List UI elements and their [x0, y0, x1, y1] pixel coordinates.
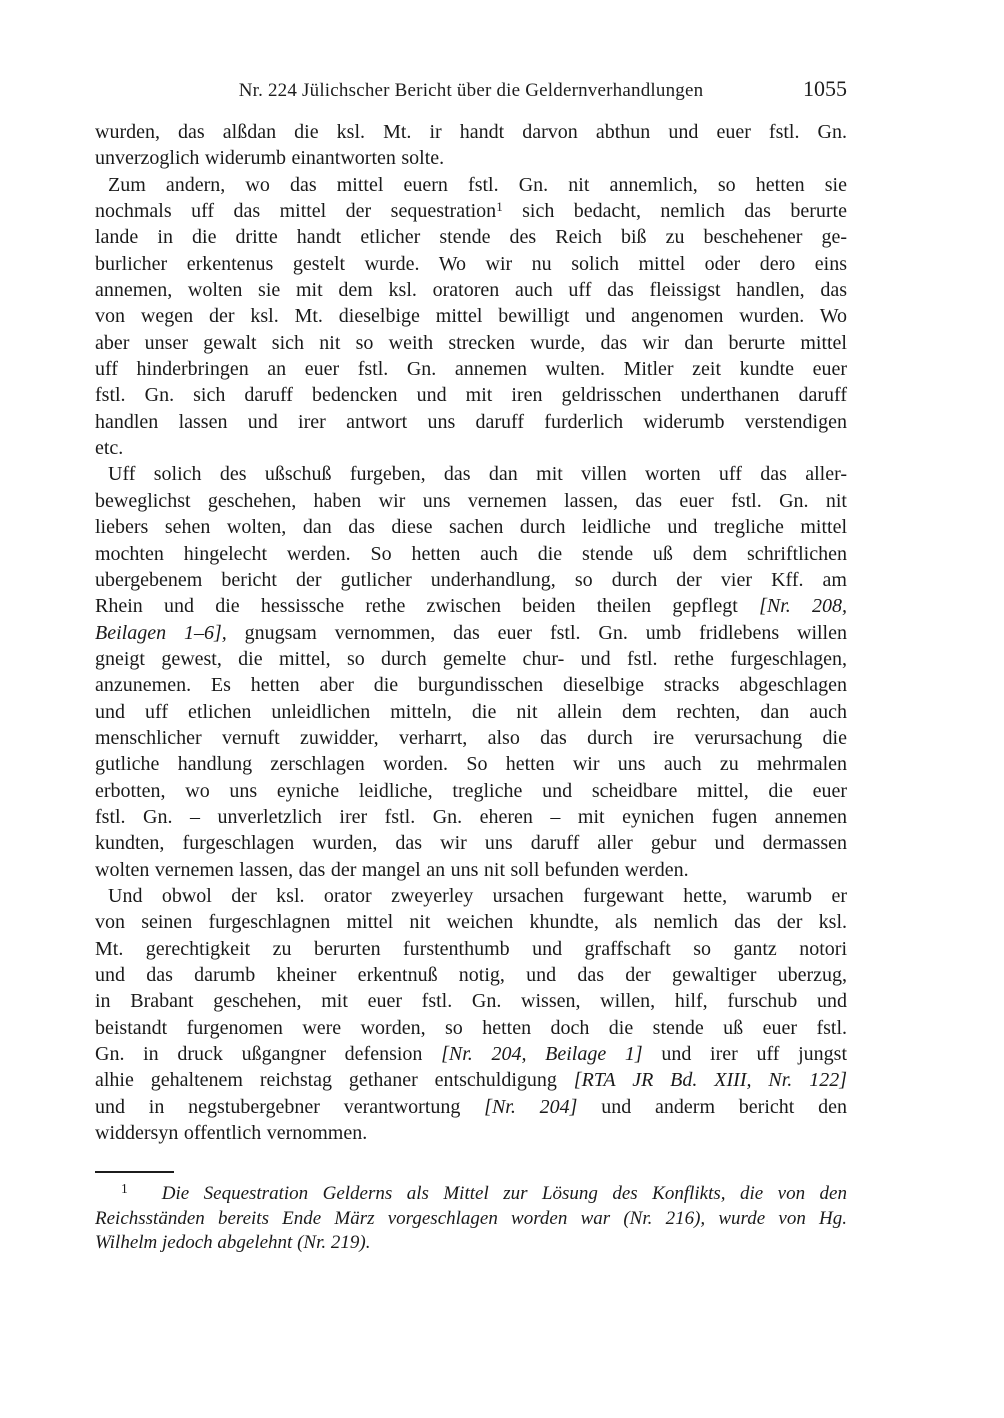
text-line: [95, 909, 847, 935]
text-segment: Mt. gerechtigkeit zu berurten furstenthumb und graffschaft so gantz notori: [95, 937, 847, 960]
text-line: [95, 593, 847, 619]
text-line: [95, 356, 847, 382]
text-line: [95, 725, 847, 751]
text-segment: Und obwol der ksl. orator zweyerley ursachen furgewant hette, warumb er: [108, 884, 847, 907]
running-header-title: Nr. 224 Jülichscher Bericht über die Geldernverhandlungen: [238, 80, 704, 101]
footnote-marker: 1: [496, 199, 503, 215]
page-header: [95, 76, 847, 108]
text-line: [95, 830, 847, 856]
text-segment: liebers sehen wolten, dan das diese sachen durch leidliche und tregliche mittel: [95, 516, 847, 539]
text-line: [95, 514, 847, 540]
text-segment: und irer uff jungst: [642, 1043, 847, 1066]
text-segment: lande in die dritte handt etlicher stende des Reich biß zu beschehener ge-: [95, 226, 847, 249]
text-segment: von wegen der ksl. Mt. dieselbige mittel bewilligt und angenomen wurden. Wo: [95, 305, 847, 328]
text-segment: wurden, das alßdan die ksl. Mt. ir handt darvon abthun und euer fstl. Gn.: [95, 121, 847, 143]
text-segment: gneigt gewest, die mittel, so durch gemelte chur- und fstl. rethe furgeschlagen,: [95, 647, 847, 670]
text-line: [95, 936, 847, 962]
text-segment: anzunemen. Es hetten aber die burgundisschen dieselbige stracks abgeschlagen: [95, 674, 847, 697]
text-segment: Beilagen 1–6],: [95, 621, 227, 644]
text-segment: [Nr. 204]: [484, 1095, 578, 1118]
footnote-text-block: [95, 1182, 847, 1256]
text-segment: alhie gehaltenem reichstag gethaner entschuldigung: [95, 1069, 574, 1092]
text-segment: Rhein und die hessissche rethe zwischen beiden theilen gepflegt: [95, 595, 760, 618]
text-line: [95, 198, 847, 224]
text-line: [95, 778, 847, 804]
text-segment: menschlicher vernuft zuwidder, verharrt, also das durch ire verursachung die: [95, 726, 847, 749]
text-segment: Wilhelm jedoch abgelehnt (Nr. 219).: [95, 1232, 371, 1254]
text-segment: ubergebenem bericht der gutlicher underhandlung, so durch der vier Kff. am: [95, 568, 847, 591]
text-line: [95, 145, 847, 171]
text-line: [95, 409, 847, 435]
text-segment: Gn. in druck ußgangner defension: [95, 1043, 442, 1066]
text-line: [95, 1120, 847, 1146]
text-line: [95, 1041, 847, 1067]
text-segment: und uff etlichen unleidlichen mitteln, die nit allein dem rechten, dan auch: [95, 700, 847, 723]
text-segment: widdersyn offentlich vernommen.: [95, 1122, 368, 1145]
text-line: [95, 672, 847, 698]
text-segment: nochmals uff das mittel der sequestration: [95, 200, 497, 223]
text-line: [95, 224, 847, 250]
text-segment: kundten, furgeschlagen wurden, das wir uns daruff aller gebur und dermassen: [95, 832, 847, 855]
text-segment: [RTA JR Bd. XIII, Nr. 122]: [573, 1069, 847, 1092]
text-line: [95, 646, 847, 672]
text-segment: burlicher erkentenus gestelt wurde. Wo wir nu solich mittel oder dero eins: [95, 252, 847, 275]
text-line: [95, 1094, 847, 1120]
text-line: [95, 804, 847, 830]
footnote-separator-rule: [95, 1171, 174, 1173]
text-line: [95, 699, 847, 725]
text-segment: von seinen furgeschlagnen mittel nit weichen khundte, als nemlich das der ksl.: [95, 911, 847, 934]
text-line: [95, 1231, 847, 1256]
text-segment: und das darumb kheiner erkentnuß notig, und das der gewaltiger uberzug,: [95, 964, 847, 986]
text-segment: Zum andern, wo das mittel euern fstl. Gn. nit annemlich, so hetten sie: [108, 173, 847, 196]
text-segment: handlen lassen und irer antwort uns daruff furderlich widerumb verstendigen: [95, 410, 847, 433]
body-text-block: [95, 119, 847, 1146]
text-segment: fstl. Gn. sich daruff bedencken und mit iren geldrisschen underthanen daruff: [95, 384, 847, 407]
text-segment: in Brabant geschehen, mit euer fstl. Gn. wissen, willen, hilf, furschub und: [95, 990, 847, 1013]
text-line: [95, 119, 847, 145]
text-segment: unverzoglich widerumb einantworten solte.: [95, 147, 445, 170]
text-segment: Reichsständen bereits Ende März vorgeschlagen worden war (Nr. 216), wurde von Hg.: [95, 1207, 847, 1229]
text-segment: etc.: [95, 437, 124, 460]
text-segment: Die Sequestration Gelderns als Mittel zur Lösung des Konflikts, die von den: [161, 1183, 847, 1204]
text-segment: aber unser gewalt sich nit so weith strecken wurde, das wir dan berurte mittel: [95, 331, 847, 354]
text-line: [95, 488, 847, 514]
text-line: [95, 962, 847, 988]
text-segment: wolten vernemen lassen, das der mangel an uns nit soll befunden werden.: [95, 858, 689, 881]
text-line: [95, 1182, 847, 1207]
text-segment: und in negstubergebner verantwortung: [95, 1095, 485, 1118]
text-line: [95, 382, 847, 408]
text-line: [95, 461, 847, 487]
text-line: [95, 303, 847, 329]
text-line: [95, 1207, 847, 1232]
text-segment: gutliche handlung zerschlagen worden. So hetten wir uns auch zu mehrmalen: [95, 753, 847, 776]
text-segment: annemen, wolten sie mit dem ksl. oratoren auch uff das fleissigst handlen, das: [95, 279, 847, 302]
page-number: 1055: [803, 76, 847, 101]
text-line: [95, 1015, 847, 1041]
text-line: [95, 751, 847, 777]
text-line: [95, 1067, 847, 1093]
text-segment: [Nr. 208,: [759, 595, 847, 618]
footnote-marker: 1: [121, 1181, 128, 1196]
text-segment: fstl. Gn. – unverletzlich irer fstl. Gn. eheren – mit eynichen fugen annemen: [95, 805, 847, 828]
text-segment: uff hinderbringen an euer fstl. Gn. annemen wulten. Mitler zeit kundte euer: [95, 358, 847, 381]
text-segment: Uff solich des ußschuß furgeben, das dan mit villen worten uff das aller-: [108, 463, 847, 486]
text-line: [95, 251, 847, 277]
text-segment: beweglichst geschehen, haben wir uns vernemen lassen, das euer fstl. Gn. nit: [95, 489, 847, 512]
text-line: [95, 330, 847, 356]
text-segment: sich bedacht, nemlich das berurte: [502, 200, 847, 223]
text-line: [95, 620, 847, 646]
text-segment: erbotten, wo uns eyniche leidliche, tregliche und scheidbare mittel, die euer: [95, 779, 847, 802]
text-line: [95, 988, 847, 1014]
text-line: [95, 435, 847, 461]
text-segment: mochten hingelecht werden. So hetten auch die stende uß dem schriftlichen: [95, 542, 847, 565]
text-line: [95, 277, 847, 303]
text-segment: und anderm bericht den: [577, 1095, 848, 1118]
text-segment: gnugsam vernommen, das euer fstl. Gn. umb fridlebens willen: [226, 621, 847, 644]
text-line: [95, 567, 847, 593]
text-line: [95, 172, 847, 198]
text-line: [95, 883, 847, 909]
text-line: [95, 541, 847, 567]
text-segment: [Nr. 204, Beilage 1]: [441, 1043, 643, 1066]
text-segment: beistandt furgenomen were worden, so hetten doch die stende uß euer fstl.: [95, 1016, 847, 1039]
footnote-section: [95, 1171, 847, 1256]
text-line: [95, 857, 847, 883]
